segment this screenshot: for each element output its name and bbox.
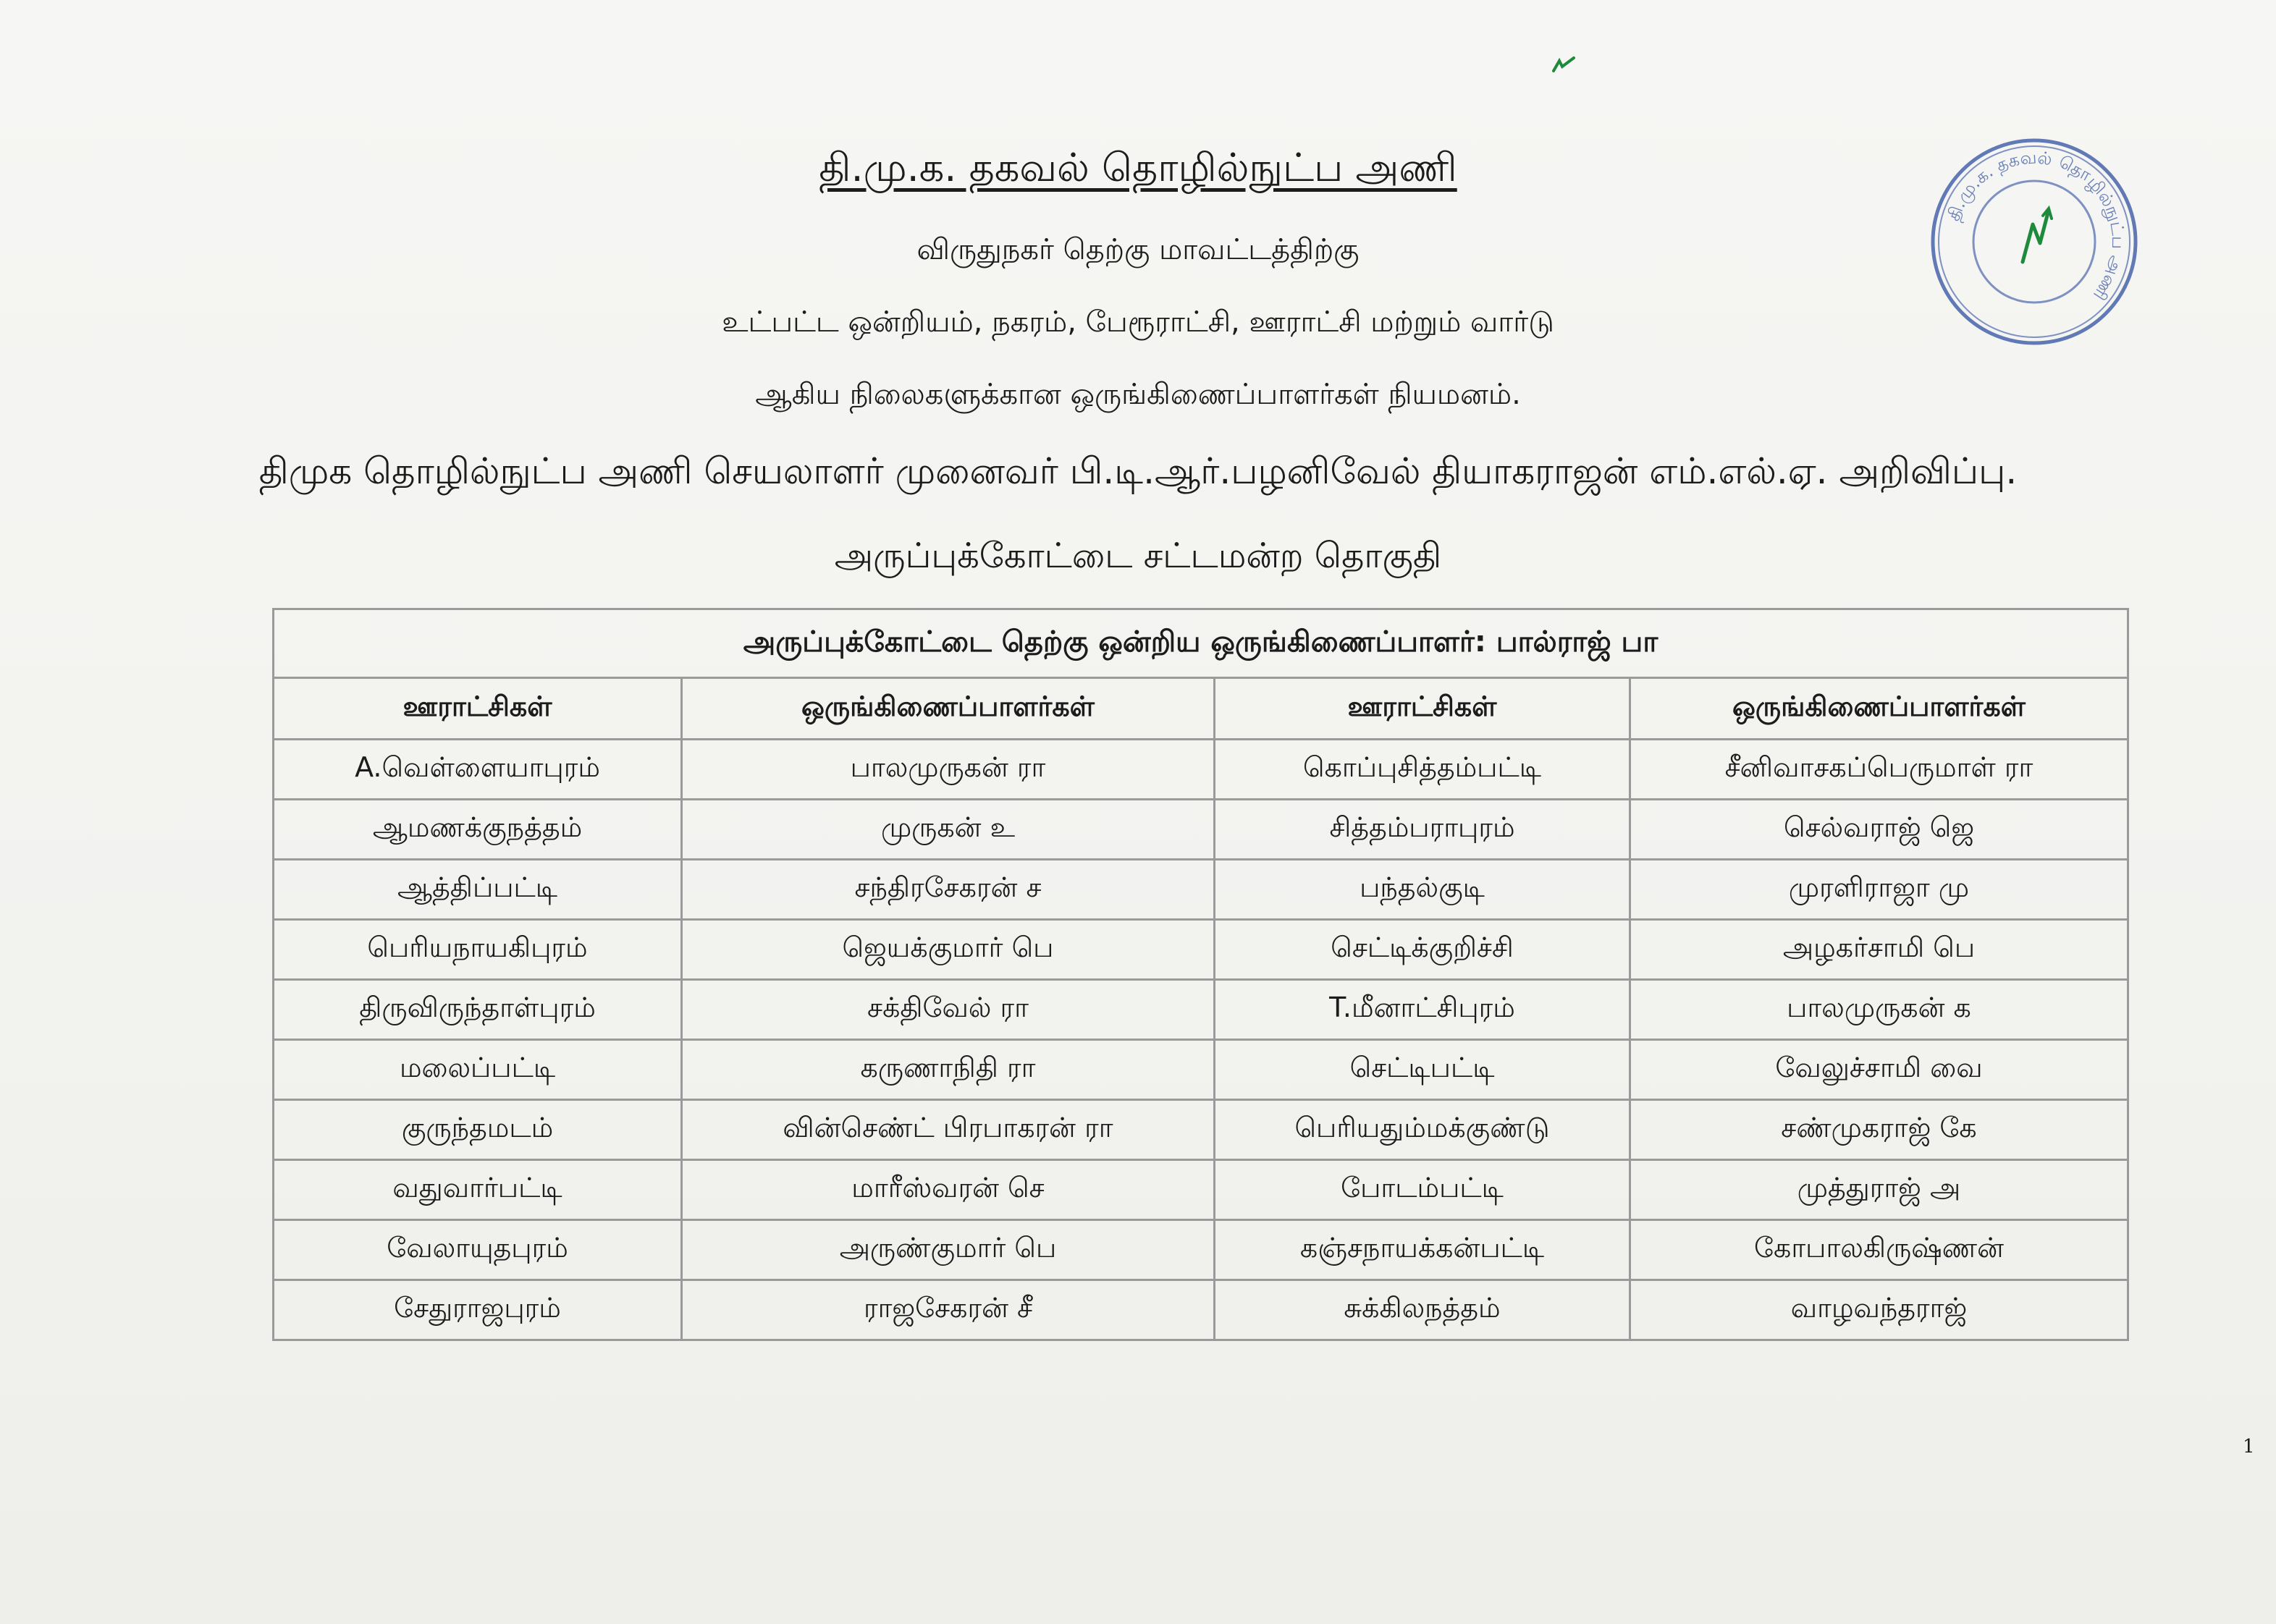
table-row [274, 1100, 2128, 1160]
table-cell: முரளிராஜா மு [1630, 860, 2128, 920]
table-cell: ஆத்திப்பட்டி [274, 860, 682, 920]
column-header: ஒருங்கிணைப்பாளர்கள் [1630, 678, 2128, 740]
column-header: ஊராட்சிகள் [274, 678, 682, 740]
table-cell: சுக்கிலநத்தம் [1215, 1280, 1630, 1340]
table-cell: பந்தல்குடி [1215, 860, 1630, 920]
table-row [274, 800, 2128, 860]
table-cell: கொப்புசித்தம்பட்டி [1215, 740, 1630, 800]
table-cell: வாழவந்தராஜ் [1630, 1280, 2128, 1340]
party-seal-icon [1927, 135, 2141, 349]
table-cell: பெரியதும்மக்குண்டு [1215, 1100, 1630, 1160]
table-row [274, 1160, 2128, 1220]
table-cell: ராஜசேகரன் சீ [682, 1280, 1215, 1340]
table-row [274, 1220, 2128, 1280]
table-cell: வின்செண்ட் பிரபாகரன் ரா [682, 1100, 1215, 1160]
table-row [274, 980, 2128, 1040]
table-cell: குருந்தமடம் [274, 1100, 682, 1160]
table-cell: வேலுச்சாமி வை [1630, 1040, 2128, 1100]
table-title: அருப்புக்கோட்டை தெற்கு ஒன்றிய ஒருங்கிணைப்பாளர்: பால்ராஜ் பா [274, 609, 2128, 678]
table-cell: அருண்குமார் பெ [682, 1220, 1215, 1280]
table-row [274, 1280, 2128, 1340]
column-header: ஊராட்சிகள் [1215, 678, 1630, 740]
appointment-line: ஆகிய நிலைகளுக்கான ஒருங்கிணைப்பாளர்கள் நியமனம். [755, 378, 1521, 411]
table-cell: வேலாயுதபுரம் [274, 1220, 682, 1280]
district-line: விருதுநகர் தெற்கு மாவட்டத்திற்கு [916, 233, 1360, 266]
table-cell: A.வெள்ளையாபுரம் [274, 740, 682, 800]
table-cell: கஞ்சநாயக்கன்பட்டி [1215, 1220, 1630, 1280]
table-cell: வதுவார்பட்டி [274, 1160, 682, 1220]
table-cell: செட்டிக்குறிச்சி [1215, 920, 1630, 980]
table-cell: பாலமுருகன் ரா [682, 740, 1215, 800]
table-cell: மாரீஸ்வரன் செ [682, 1160, 1215, 1220]
table-cell: பாலமுருகன் க [1630, 980, 2128, 1040]
table-cell: மலைப்பட்டி [274, 1040, 682, 1100]
page-number: 1 [2243, 1436, 2255, 1458]
table-cell: ஜெயக்குமார் பெ [682, 920, 1215, 980]
table-cell: சக்திவேல் ரா [682, 980, 1215, 1040]
table-cell: கருணாநிதி ரா [682, 1040, 1215, 1100]
table-cell: அழகர்சாமி பெ [1630, 920, 2128, 980]
table-cell: செல்வராஜ் ஜெ [1630, 800, 2128, 860]
table-row [274, 920, 2128, 980]
seal-text: தி.மு.க. தகவல் தொழில்நுட்ப அணி [1943, 147, 2129, 304]
table-cell: முத்துராஜ் அ [1630, 1160, 2128, 1220]
column-header: ஒருங்கிணைப்பாளர்கள் [682, 678, 1215, 740]
table-cell: சந்திரசேகரன் ச [682, 860, 1215, 920]
table-row [274, 1040, 2128, 1100]
table-cell: திருவிருந்தாள்புரம் [274, 980, 682, 1040]
table-cell: செட்டிபட்டி [1215, 1040, 1630, 1100]
table-cell: போடம்பட்டி [1215, 1160, 1630, 1220]
table-cell: சீனிவாசகப்பெருமாள் ரா [1630, 740, 2128, 800]
table-cell: சேதுராஜபுரம் [274, 1280, 682, 1340]
pen-mark-icon [1549, 54, 1578, 75]
table-row [274, 860, 2128, 920]
units-line: உட்பட்ட ஒன்றியம், நகரம், பேரூராட்சி, ஊராட்சி மற்றும் வார்டு [722, 305, 1554, 339]
table-cell: T.மீனாட்சிபுரம் [1215, 980, 1630, 1040]
table-cell: சித்தம்பராபுரம் [1215, 800, 1630, 860]
table-cell: சண்முகராஜ் கே [1630, 1100, 2128, 1160]
document-title: தி.மு.க. தகவல் தொழில்நுட்ப அணி [819, 145, 1457, 190]
table-header-row [274, 678, 2128, 740]
coordinators-table [272, 608, 2129, 1341]
announcement-line: திமுக தொழில்நுட்ப அணி செயலாளர் முனைவர் பி.டி.ஆர்.பழனிவேல் தியாகராஜன் எம்.எல்.ஏ. அறிவிப்பு. [258, 450, 2018, 492]
table-cell: ஆமணக்குநத்தம் [274, 800, 682, 860]
constituency-line: அருப்புக்கோட்டை சட்டமன்ற தொகுதி [834, 536, 1442, 576]
table-cell: பெரியநாயகிபுரம் [274, 920, 682, 980]
table-row [274, 740, 2128, 800]
table-cell: கோபாலகிருஷ்ணன் [1630, 1220, 2128, 1280]
table-cell: முருகன் உ [682, 800, 1215, 860]
